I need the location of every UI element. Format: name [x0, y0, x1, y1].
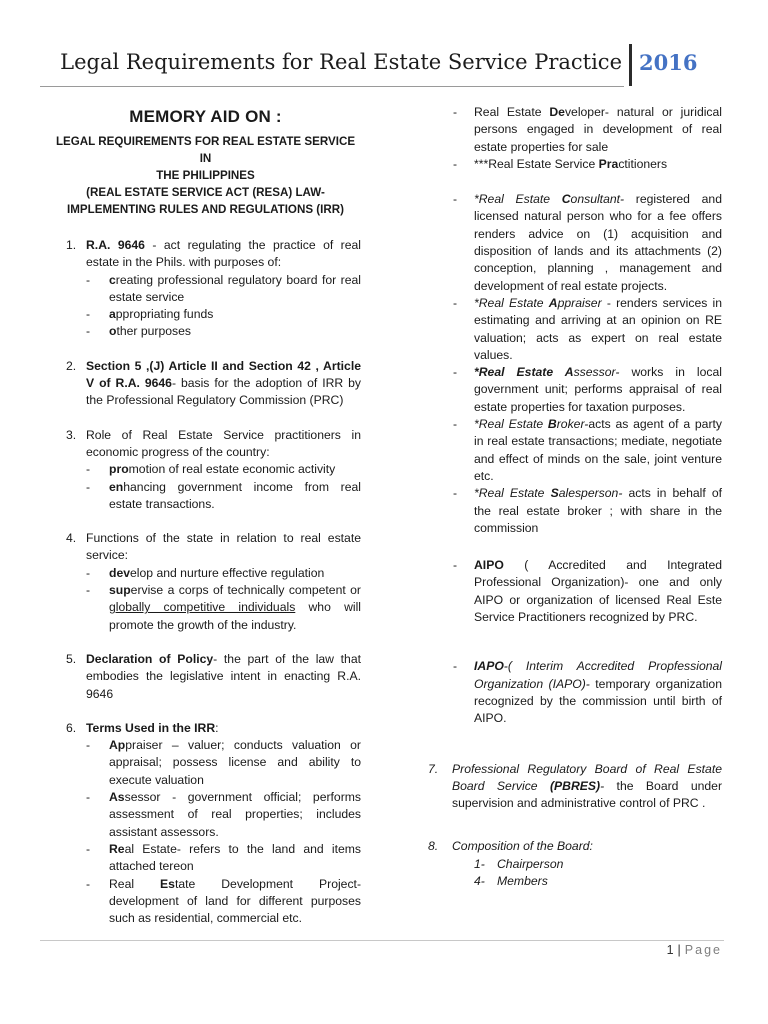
- term: *Real Estate: [474, 295, 549, 310]
- initial: S: [550, 486, 559, 501]
- sub-item: [424, 873, 722, 890]
- sub-text: motion of real estate economic activity: [128, 462, 336, 477]
- sub-item: - Real Estate Development Project- development of land for different purposes such as residential, commercial etc.: [86, 876, 361, 926]
- sub-text: Chairperson: [497, 856, 564, 871]
- sub-text: al Estate- refers to the land and items attached tereon: [109, 841, 361, 874]
- right-item: - *Real Estate Appraiser - renders services in estimating and arriving at an opinion on RE valuation; acts as expert on real estate values.: [453, 295, 723, 362]
- text: the Board under supervision and administrative control of PRC .: [452, 778, 723, 811]
- text: works in local government unit; performs appraisal of real estate properties for taxation purposes.: [474, 365, 722, 414]
- initial: Pra: [598, 156, 619, 171]
- list-item-1: [50, 237, 361, 341]
- initial: sup: [109, 583, 131, 598]
- sub-number: 4-: [474, 873, 485, 888]
- initial: C: [561, 192, 571, 207]
- text: ( Accredited and Integrated Professional Organization)- one and only AIPO or organization of licensed Real Este Service Practitioners recognized by PRC.: [474, 558, 722, 625]
- item-number: 1.: [66, 238, 77, 252]
- term: ssessor-: [573, 365, 620, 380]
- term: -: [600, 778, 605, 793]
- term: Declaration of Policy: [86, 651, 214, 666]
- item-body: [86, 720, 361, 928]
- term: IAPO: [474, 659, 504, 674]
- sub-item: - develop and nurture effective regulation: [86, 565, 325, 580]
- item-body: [86, 427, 361, 513]
- sub-item: - Assessor - government official; performs assessment of real properties; includes assistant assessors.: [86, 790, 361, 839]
- memory-aid-subtitle: [50, 133, 361, 218]
- initial: Re: [109, 841, 125, 856]
- definition: - act regulating the practice of real estate in the Phils. with purposes of:: [86, 238, 361, 270]
- header-title: Legal Requirements for Real Estate Service Practice: [60, 50, 622, 74]
- initial: pro: [109, 462, 129, 477]
- initial: De: [549, 105, 565, 119]
- right-item: - Real Estate Developer- natural or juridical persons engaged in development of real estate properties for sale: [453, 105, 723, 154]
- sub-text: elop and nurture effective regulation: [130, 565, 325, 580]
- text: acts as agent of a party in real estate transactions; mediate, negotiate and effect of minds on the sale, joint venture etc.: [474, 417, 722, 483]
- right-item: - *Real Estate Broker-acts as agent of a party in real estate transactions; mediate, negotiate and effect of minds on the sale, joint venture etc.: [453, 417, 722, 483]
- list-item-6: [50, 720, 361, 928]
- sub-text: praiser – valuer; conducts valuation or appraisal; possess license and ability to execute valuation: [109, 738, 361, 787]
- definition: - basis for the adoption of IRR by the Professional Regulatory Commission (PRC): [86, 376, 362, 408]
- term: Professional Regulatory Board of Real Estate Board Service: [452, 761, 722, 793]
- right-item: - *Real Estate Consultant- registered and licensed natural person who for a fee offers renders advice on (1) acquisition and disposition of lands and its attachments (2) conception, planning , management and development of real estate projects.: [453, 192, 722, 293]
- term: roker-: [556, 417, 589, 432]
- term: *Real Estate: [474, 486, 551, 501]
- right-item: - *Real Estate Salesperson- acts in behalf of the real estate broker ; with share in the commission: [453, 486, 722, 535]
- list-item-2: [50, 358, 361, 410]
- sub-text: tate Development Project- development of land for different purposes such as residential, commercial etc.: [109, 876, 361, 926]
- item-number: 8.: [428, 839, 439, 854]
- item-text: Functions of the state in relation to real estate service:: [86, 531, 361, 563]
- right-item: - ***Real Estate Service Practitioners: [453, 156, 668, 171]
- item-number: 4.: [66, 531, 77, 546]
- term: AIPO: [474, 558, 504, 573]
- definition: - the part of the law that embodies the legislative intent in enacting R.A. 9646: [86, 651, 361, 701]
- item-number: 3.: [66, 427, 77, 442]
- item-text: [86, 237, 361, 272]
- initial: o: [109, 324, 117, 339]
- footer-rule: [40, 940, 724, 941]
- term-bold: (PBRES): [549, 778, 601, 793]
- item-text: [86, 651, 361, 703]
- numbered-item-7: [424, 761, 722, 813]
- subtitle-line: THE PHILIPPINES: [156, 169, 255, 182]
- sub-item: [424, 856, 722, 873]
- sub-item: - appropriating funds: [86, 307, 214, 322]
- initial: c: [109, 272, 116, 287]
- page-number: 1: [666, 943, 674, 957]
- sub-text: ppropriating funds: [115, 307, 214, 322]
- left-column: [50, 98, 361, 927]
- memory-aid-title: MEMORY AID ON :: [129, 107, 282, 126]
- item-body: [86, 237, 361, 341]
- list-item-5: [50, 651, 361, 703]
- initial: B: [547, 417, 557, 432]
- initial: Ap: [109, 738, 126, 753]
- sub-item: - Real Estate- refers to the land and items attached tereon: [86, 841, 361, 874]
- item-number: 7.: [428, 761, 439, 776]
- initial: A: [564, 365, 574, 380]
- term: -( Interim Accredited Propfessional Organization (IAPO)-: [474, 659, 722, 691]
- initial: a: [109, 307, 116, 322]
- sub-text: Members: [497, 873, 548, 888]
- list-item-4: [50, 530, 361, 634]
- sub-text: sessor - government official; performs assessment of real properties; includes assistant assessors.: [109, 790, 361, 839]
- item-body: [86, 530, 361, 634]
- text: registered and licensed natural person who for a fee offers renders advice on (1) acquisition and disposition of lands and its attachments (2) conception, planning , management and development of real estate projects.: [474, 192, 722, 293]
- right-item: - IAPO-( Interim Accredited Propfessional Organization (IAPO)- temporary organization recognized by the commission until birth of AIPO.: [453, 659, 722, 726]
- page-header: [0, 44, 768, 86]
- term: alesperson-: [558, 486, 623, 501]
- text: Real Estate: [474, 105, 550, 119]
- page-footer: [667, 943, 722, 957]
- term: *Real Estate: [474, 192, 562, 207]
- sub-text: ervise a corps of technically competent or: [130, 583, 361, 598]
- sub-item: - other purposes: [86, 324, 191, 339]
- initial: en: [109, 479, 124, 494]
- header-divider: [629, 44, 632, 86]
- right-column: [424, 104, 722, 890]
- text: temporary organization recognized by the commission until birth of AIPO.: [474, 676, 722, 726]
- item-number: 2.: [66, 358, 77, 373]
- subtitle-line: IMPLEMENTING RULES AND REGULATIONS (IRR): [67, 203, 344, 216]
- text: veloper- natural or juridical persons engaged in development of real estate properties for sale: [474, 105, 723, 154]
- term: Composition of the Board:: [452, 839, 593, 854]
- numbered-item-8: [424, 838, 722, 855]
- right-item: - AIPO ( Accredited and Integrated Professional Organization)- one and only AIPO or organization of licensed Real Este Service Practitioners recognized by PRC.: [453, 558, 722, 625]
- text: ***Real Estate Service: [474, 156, 599, 171]
- sub-item: - supervise a corps of technically competent or globally competitive individuals who will promote the growth of the industry.: [86, 583, 361, 632]
- header-year: 2016: [639, 50, 698, 75]
- sub-text: who will promote the growth of the industry.: [109, 600, 361, 632]
- sub-item: - Appraiser – valuer; conducts valuation or appraisal; possess license and ability to execute valuation: [86, 738, 361, 787]
- subtitle-line: LEGAL REQUIREMENTS FOR REAL ESTATE SERVICE IN: [55, 135, 356, 165]
- term: ppraiser: [557, 295, 602, 310]
- term: onsultant-: [570, 192, 625, 207]
- sub-text: ther purposes: [116, 324, 191, 339]
- item-text: Role of Real Estate Service practitioners in economic progress of the country:: [86, 427, 361, 459]
- term: Terms Used in the IRR: [86, 720, 216, 735]
- sub-text: hancing government income from real estate transactions.: [109, 479, 361, 511]
- right-item: - *Real Estate Assessor- works in local government unit; performs appraisal of real estate properties for taxation purposes.: [453, 365, 722, 414]
- sub-number: 1-: [474, 856, 485, 871]
- item-text: [86, 720, 361, 737]
- initial: dev: [109, 565, 131, 580]
- sub-item: - promotion of real estate economic activity: [86, 462, 336, 477]
- underlined-phrase: globally competitive individuals: [109, 600, 296, 615]
- footer-separator: |: [677, 943, 681, 957]
- initial: Es: [160, 876, 175, 891]
- item-text: [86, 358, 361, 410]
- sub-item: - enhancing government income from real estate transactions.: [86, 479, 361, 511]
- text: acts in behalf of the real estate broker ; with share in the commission: [474, 486, 722, 535]
- item-number: 5.: [66, 651, 77, 666]
- text: - renders services in estimating and arriving at an opinion on RE valuation; acts as expert on real estate values.: [474, 295, 723, 362]
- sub-text: Real: [109, 876, 161, 891]
- initial: As: [109, 790, 125, 805]
- sub-item: - creating professional regulatory board for real estate service: [86, 272, 361, 304]
- page-label: Page: [684, 943, 722, 957]
- term: Section 5 ,(J) Article II and Section 42 , Article V of R.A. 9646: [86, 358, 361, 391]
- item-number: 6.: [66, 720, 77, 735]
- header-rule: [40, 86, 624, 87]
- initial: A: [548, 295, 558, 310]
- term: *Real Estate: [474, 417, 548, 432]
- text: ctitioners: [618, 156, 668, 171]
- term: R.A. 9646: [86, 238, 145, 252]
- list-item-3: [50, 427, 361, 513]
- term: *Real Estate: [474, 365, 565, 380]
- sub-text: reating professional regulatory board for real estate service: [109, 272, 361, 304]
- subtitle-line: (REAL ESTATE SERVICE ACT (RESA) LAW-: [86, 186, 325, 199]
- definition: :: [215, 720, 219, 735]
